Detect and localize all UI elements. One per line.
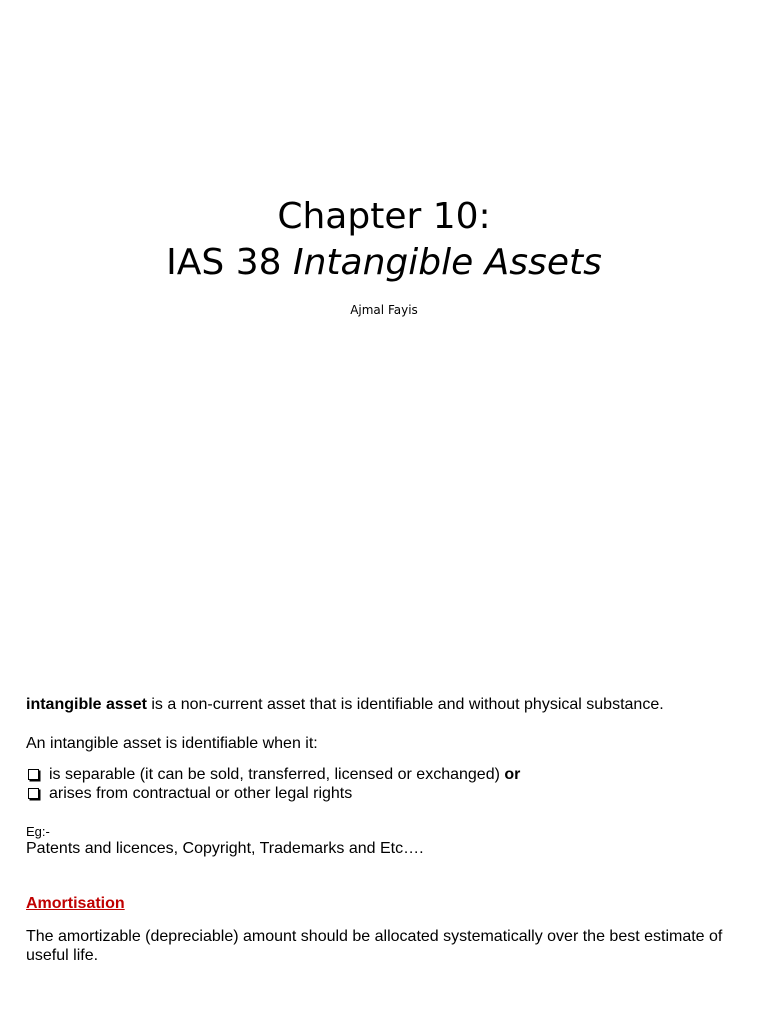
examples-text: Patents and licences, Copyright, Trademarks and Etc….	[26, 840, 424, 857]
checkbox-bullet-icon	[28, 788, 39, 799]
definition-term: intangible asset	[26, 696, 147, 713]
checkbox-bullet-icon	[28, 769, 39, 780]
definition-text: is a non-current asset that is identifiable and without physical substance.	[146, 696, 664, 713]
author-name: Ajmal Fayis	[350, 303, 418, 317]
criterion-connector: or	[504, 766, 521, 783]
definition-paragraph	[26, 695, 742, 714]
examples-label: Eg:-	[26, 824, 50, 839]
chapter-heading: Chapter 10:	[277, 196, 491, 237]
criterion-text: is separable (it can be sold, transferred, licensed or exchanged) or	[49, 766, 521, 783]
standard-code: IAS 38	[166, 242, 293, 283]
identifiable-intro: An intangible asset is identifiable when it:	[26, 735, 318, 752]
criteria-list	[26, 765, 742, 803]
standard-title	[0, 240, 768, 286]
amortisation-text: The amortizable (depreciable) amount should be allocated systematically over the best estimate of useful life.	[26, 928, 723, 964]
list-item	[26, 765, 742, 784]
slide-title	[0, 194, 768, 286]
amortisation-heading	[26, 894, 742, 913]
list-item	[26, 784, 742, 803]
standard-name: Intangible Assets	[292, 242, 602, 283]
criterion-text: arises from contractual or other legal rights	[49, 785, 353, 802]
amortisation-heading-text: Amortisation	[26, 895, 125, 912]
